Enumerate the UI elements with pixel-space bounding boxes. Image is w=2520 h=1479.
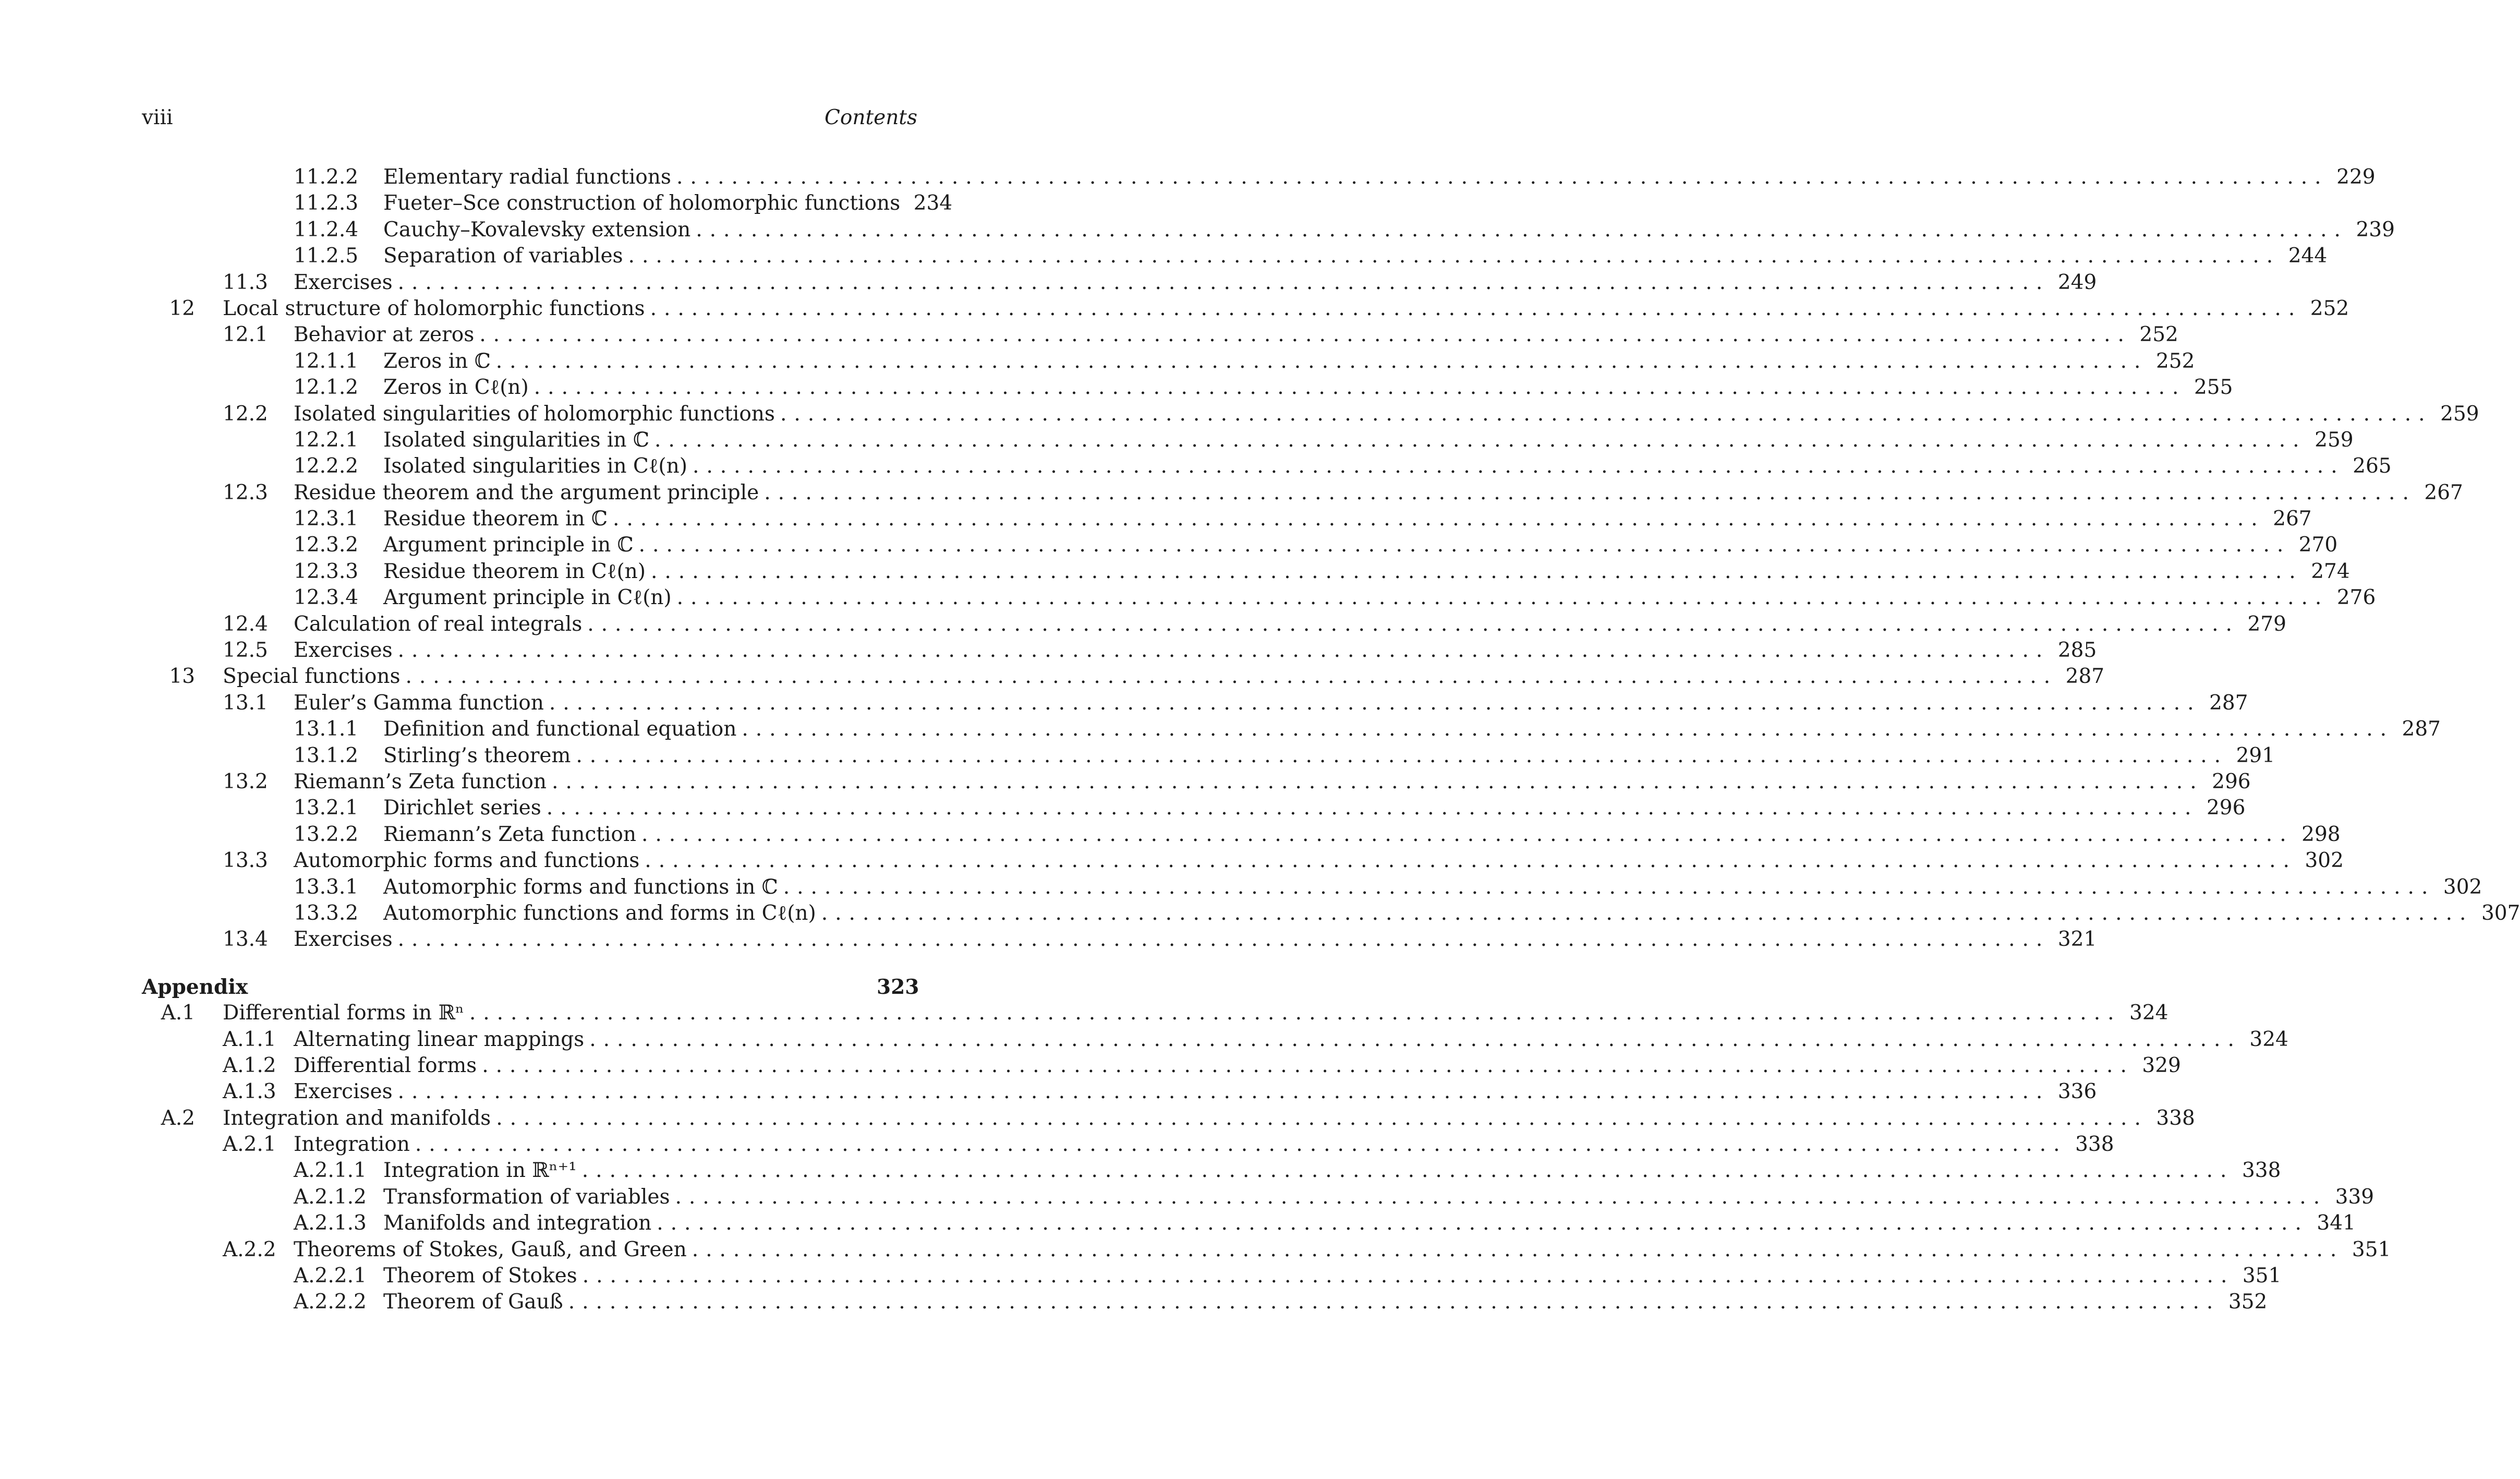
toc-entry-line (383, 217, 2395, 243)
toc-entry-line (383, 348, 2195, 375)
toc-entry-title: Automorphic functions and forms in Cℓ(n) (383, 901, 816, 925)
toc-entry-sec[interactable] (142, 690, 2248, 716)
toc-page-number: 252 (2155, 349, 2195, 373)
toc-page-number: 249 (2057, 270, 2097, 294)
dot-leader: ........................................................................................................................ (551, 769, 2204, 793)
toc-entry-line (383, 1184, 2374, 1210)
toc-entry-title: Residue theorem in Cℓ(n) (383, 559, 646, 583)
toc-entry-line (294, 611, 2286, 638)
toc-entry-line (223, 296, 2349, 322)
toc-page-number: 255 (2194, 376, 2233, 400)
toc-gap (142, 953, 917, 974)
toc-entry-title: Riemann’s Zeta function (383, 822, 636, 846)
toc-entry-title: Exercises (294, 928, 393, 952)
toc-page-number: 307 (2481, 901, 2520, 925)
toc-entry-number: 11.3 (223, 270, 268, 294)
toc-page-number: 229 (2336, 165, 2376, 189)
toc-page-number: 267 (2424, 480, 2463, 504)
dot-leader: ........................................................................................................................ (534, 376, 2186, 400)
toc-entry-line (383, 1158, 2281, 1184)
dot-leader: ........................................................................................................................ (696, 218, 2348, 242)
toc-entry-line (294, 1079, 2097, 1105)
toc-entry-subsec[interactable] (142, 217, 2395, 243)
dot-leader: ........................................................................................................................ (549, 691, 2201, 715)
toc-entry-number: 12.2.1 (294, 428, 359, 452)
toc-entry-subsec[interactable] (142, 348, 2195, 375)
toc-page-number: 341 (2317, 1211, 2356, 1235)
toc-entry-line (383, 795, 2246, 821)
toc-entry-title: Fueter–Sce construction of holomorphic functions (383, 191, 901, 215)
toc-page-number: 338 (2242, 1159, 2281, 1183)
toc-entry-number: 12.3.1 (294, 507, 359, 531)
toc-page-number: 244 (2288, 244, 2328, 268)
toc-entry-number: 12.1.2 (294, 376, 359, 400)
toc-entry-number: 12.5 (223, 639, 268, 663)
toc-entry-title: Alternating linear mappings (294, 1027, 585, 1051)
dot-leader: ........................................................................................................................ (692, 454, 2345, 478)
toc-entry-number: A.1 (161, 1001, 195, 1025)
toc-entry-sec[interactable] (142, 322, 2178, 348)
toc-entry-line (383, 375, 2233, 401)
toc-page-number: 252 (2139, 323, 2178, 347)
toc-entry-subsec[interactable] (142, 1289, 2268, 1315)
dot-leader: ........................................................................................................................ (415, 1133, 2067, 1157)
toc-page-number: 287 (2402, 717, 2441, 741)
toc-page-number: 265 (2353, 454, 2392, 478)
dot-leader: ........................................................................................................................ (651, 559, 2303, 583)
toc-entry-sec[interactable] (142, 769, 2251, 795)
toc-page-number: 287 (2065, 665, 2105, 689)
dot-leader: ........................................................................................................................ (657, 1211, 2309, 1235)
toc-entry-title: Argument principle in Cℓ(n) (383, 586, 672, 610)
toc-page-number: 287 (2209, 691, 2248, 715)
toc-entry-title: Isolated singularities in Cℓ(n) (383, 454, 687, 478)
toc-entry-line (294, 1053, 2181, 1079)
toc-entry-subsec[interactable] (142, 559, 2350, 585)
dot-leader: ........................................................................................................................ (482, 1053, 2134, 1077)
toc-entry-number: A.2.2.1 (294, 1264, 367, 1288)
toc-page-number: 302 (2305, 849, 2344, 873)
toc-entry-line (383, 822, 2341, 848)
toc-entry-number: 13.1.1 (294, 717, 359, 741)
dot-leader: ........................................................................................................................ (582, 1264, 2235, 1288)
toc-entry-number: 13.1 (223, 691, 268, 715)
toc-entry-title: Theorem of Stokes (383, 1264, 577, 1288)
toc-entry-appendix[interactable] (142, 974, 917, 1000)
toc-entry-chap[interactable] (142, 1000, 2168, 1026)
toc-entry-title: Integration (294, 1133, 410, 1157)
toc-entry-line (383, 532, 2338, 558)
toc-entry-number: 13.1.2 (294, 743, 359, 767)
toc-entry-title: Definition and functional equation (383, 717, 737, 741)
dot-leader: ........................................................................................................................ (397, 270, 2050, 294)
dot-leader: ........................................................................................................................ (612, 507, 2265, 531)
toc-entry-chap[interactable] (142, 1105, 2195, 1132)
toc-entry-line (294, 1237, 2391, 1263)
toc-entry-line (383, 874, 2482, 900)
dot-leader: ........................................................................................................................ (742, 717, 2394, 741)
toc-entry-chap[interactable] (142, 296, 2349, 322)
toc-entry-line (294, 1027, 2288, 1053)
toc-entry-line (294, 638, 2097, 664)
toc-entry-number: A.2 (161, 1106, 195, 1130)
toc-entry-number: 13.3.2 (294, 901, 359, 925)
toc-page-number: 323 (877, 975, 919, 999)
toc-entry-line (294, 848, 2344, 874)
dot-leader: ........................................................................................................................ (645, 849, 2297, 873)
toc-entry-sec[interactable] (142, 1079, 2097, 1105)
toc-entry-number: A.1.2 (223, 1053, 276, 1077)
toc-entry-number: 12.1 (223, 323, 268, 347)
toc-entry-number: 11.2.3 (294, 191, 359, 215)
toc-entry-number: 12.2.2 (294, 454, 359, 478)
toc-entry-line (294, 690, 2248, 716)
toc-entry-title: Exercises (294, 270, 393, 294)
toc-page-number: 339 (2335, 1185, 2374, 1209)
dot-leader: ........................................................................................................................ (821, 901, 2474, 925)
toc-entry-title: Residue theorem and the argument principle (294, 480, 759, 504)
toc-entry-subsec[interactable] (142, 795, 2246, 821)
toc-entry-subsec[interactable] (142, 164, 2376, 190)
dot-leader: ........................................................................................................................ (628, 244, 2281, 268)
toc-entry-number: 13.4 (223, 928, 268, 952)
toc-entry-subsec[interactable] (142, 874, 2482, 900)
dot-leader: ........................................................................................................................ (496, 1106, 2148, 1130)
toc-entry-line (383, 1263, 2282, 1289)
toc-entry-line (383, 1289, 2268, 1315)
toc-page-number: 259 (2315, 428, 2354, 452)
dot-leader: ........................................................................................................................ (397, 639, 2050, 663)
toc-entry-sec[interactable] (142, 1027, 2288, 1053)
toc-entry-number: 11.2.2 (294, 165, 359, 189)
toc-entry-line (383, 506, 2312, 532)
running-head (142, 102, 917, 134)
toc-page-number: 276 (2336, 586, 2376, 610)
toc-entry-line (383, 716, 2441, 742)
toc-entry-line (383, 743, 2275, 769)
toc-entry-title: Differential forms in ℝⁿ (223, 1001, 464, 1025)
toc-entry-title: Zeros in ℂ (383, 349, 491, 373)
toc-entry-line (383, 243, 2328, 269)
toc-entry-line (383, 900, 2520, 927)
toc-entry-subsec[interactable] (142, 900, 2520, 927)
toc-page-number: 267 (2273, 507, 2312, 531)
toc-entry-number: 12.3.4 (294, 586, 359, 610)
toc-page-number: 252 (2310, 296, 2349, 320)
toc-entry-number: 12 (169, 296, 195, 320)
toc-entry-title: Theorems of Stokes, Gauß, and Green (294, 1237, 687, 1261)
dot-leader: ........................................................................................................................ (495, 349, 2148, 373)
toc-entry-subsec[interactable] (142, 1210, 2356, 1236)
toc-page-number: 291 (2236, 743, 2275, 767)
toc-entry-title: Cauchy–Kovalevsky extension (383, 218, 691, 242)
toc-page-number: 298 (2301, 822, 2341, 846)
toc-entry-line (294, 769, 2251, 795)
dot-leader: ........................................................................................................................ (568, 1290, 2221, 1314)
dot-leader: ........................................................................................................................ (397, 1080, 2050, 1104)
toc-page-number: 239 (2356, 218, 2395, 242)
toc-entry-subsec[interactable] (142, 243, 2328, 269)
toc-entry-chap[interactable] (142, 664, 2105, 690)
toc-page-number: 234 (913, 191, 953, 215)
toc-entry-sec[interactable] (142, 638, 2097, 664)
dot-leader: ........................................................................................................................ (405, 665, 2058, 689)
toc-entry-line (294, 322, 2178, 348)
dot-leader: ........................................................................................................................ (581, 1159, 2234, 1183)
toc-entry-title: Isolated singularities of holomorphic functions (294, 402, 775, 426)
toc-entry-title: Calculation of real integrals (294, 612, 583, 636)
toc-entry-title: Zeros in Cℓ(n) (383, 376, 529, 400)
toc-entry-number: 12.3.2 (294, 533, 359, 557)
toc-entry-subsec[interactable] (142, 1158, 2281, 1184)
toc-entry-subsec[interactable] (142, 532, 2338, 558)
toc-entry-line (383, 585, 2376, 611)
toc-entry-title: Stirling’s theorem (383, 743, 571, 767)
toc-page-number: 338 (2156, 1106, 2195, 1130)
toc-entry-sec[interactable] (142, 611, 2286, 638)
toc-entry-title: Argument principle in ℂ (383, 533, 634, 557)
toc-entry-line (223, 1105, 2195, 1132)
toc-entry-number: 12.3 (223, 480, 268, 504)
table-of-contents (142, 164, 2520, 1316)
toc-entry-subsec[interactable] (142, 427, 2354, 453)
toc-entry-line (223, 664, 2105, 690)
dot-leader: ........................................................................................................................ (676, 586, 2329, 610)
toc-entry-title: Isolated singularities in ℂ (383, 428, 649, 452)
toc-entry-sec[interactable] (142, 401, 2479, 427)
toc-entry-title: Automorphic forms and functions (294, 849, 640, 873)
dot-leader: ........................................................................................................................ (654, 428, 2307, 452)
toc-entry-line (294, 480, 2463, 506)
toc-entry-sec[interactable] (142, 848, 2344, 874)
toc-entry-sec[interactable] (142, 1237, 2391, 1263)
toc-entry-number: A.1.3 (223, 1080, 276, 1104)
toc-entry-number: A.2.1.3 (294, 1211, 367, 1235)
toc-entry-line (294, 270, 2097, 296)
toc-entry-title: Manifolds and integration (383, 1211, 652, 1235)
toc-entry-line (383, 453, 2392, 479)
dot-leader: ........................................................................................................................ (692, 1237, 2344, 1261)
toc-page-number: 324 (2249, 1027, 2288, 1051)
toc-entry-number: A.1.1 (223, 1027, 276, 1051)
toc-entry-title: Separation of variables (383, 244, 623, 268)
toc-page-number: 338 (2075, 1133, 2114, 1157)
toc-entry-title: Theorem of Gauß (383, 1290, 563, 1314)
toc-entry-title: Residue theorem in ℂ (383, 507, 608, 531)
toc-entry-number: 12.2 (223, 402, 268, 426)
dot-leader: ........................................................................................................................ (479, 323, 2131, 347)
toc-entry-line (294, 927, 2097, 953)
toc-entry-number: 11.2.4 (294, 218, 359, 242)
toc-entry-number: Appendix (142, 975, 248, 999)
dot-leader: ........................................................................................................................ (641, 822, 2294, 846)
toc-entry-title: Differential forms (294, 1053, 477, 1077)
toc-entry-title: Exercises (294, 1080, 393, 1104)
toc-entry-line (142, 974, 917, 1000)
toc-entry-title: Behavior at zeros (294, 323, 475, 347)
page-number: viii (142, 106, 173, 129)
dot-leader: ........................................................................................................................ (650, 296, 2303, 320)
toc-page-number: 270 (2298, 533, 2338, 557)
toc-entry-subsec[interactable] (142, 716, 2441, 742)
toc-page-number: 296 (2206, 796, 2246, 820)
dot-leader: ........................................................................................................................ (764, 480, 2416, 504)
toc-entry-subsec[interactable] (142, 822, 2341, 848)
toc-entry-title: Integration and manifolds (223, 1106, 491, 1130)
toc-entry-title: Automorphic forms and functions in ℂ (383, 875, 778, 899)
toc-entry-subsec[interactable] (142, 743, 2275, 769)
toc-page-number: 351 (2242, 1264, 2282, 1288)
toc-entry-title: Riemann’s Zeta function (294, 769, 547, 793)
toc-page-number: 329 (2142, 1053, 2181, 1077)
toc-entry-sec[interactable] (142, 1053, 2181, 1079)
toc-entry-line (383, 427, 2354, 453)
toc-entry-number: A.2.1.2 (294, 1185, 367, 1209)
dot-leader: ........................................................................................................................ (469, 1001, 2122, 1025)
toc-entry-line (383, 1210, 2356, 1236)
toc-page-number: 321 (2057, 928, 2097, 952)
toc-entry-number: 13.2.1 (294, 796, 359, 820)
toc-entry-line (223, 1000, 2168, 1026)
toc-entry-number: 13.2 (223, 769, 268, 793)
toc-entry-number: 13.2.2 (294, 822, 359, 846)
dot-leader: ........................................................................................................................ (587, 612, 2239, 636)
toc-entry-title: Dirichlet series (383, 796, 541, 820)
toc-page-number: 351 (2352, 1237, 2391, 1261)
toc-entry-number: A.2.1 (223, 1133, 276, 1157)
dot-leader: ........................................................................................................................ (576, 743, 2228, 767)
toc-entry-line (294, 1132, 2114, 1158)
toc-page-number: 336 (2057, 1080, 2097, 1104)
toc-entry-sec[interactable] (142, 1132, 2114, 1158)
toc-entry-line (383, 164, 2376, 190)
toc-page-number: 296 (2212, 769, 2251, 793)
toc-entry-title: Exercises (294, 639, 393, 663)
toc-page-number: 285 (2057, 639, 2097, 663)
toc-entry-sec[interactable] (142, 270, 2097, 296)
toc-entry-title: Special functions (223, 665, 401, 689)
toc-entry-subsec[interactable] (142, 585, 2376, 611)
toc-page-number: 274 (2311, 559, 2350, 583)
toc-entry-title: Elementary radial functions (383, 165, 671, 189)
toc-entry-subsec[interactable] (142, 375, 2233, 401)
dot-leader: ........................................................................................................................ (397, 928, 2050, 952)
dot-leader: ........................................................................................................................ (638, 533, 2291, 557)
toc-page-number: 279 (2247, 612, 2286, 636)
toc-page-number: 324 (2129, 1001, 2168, 1025)
toc-entry-line (294, 401, 2479, 427)
running-title: Contents (825, 106, 917, 129)
toc-page-number: 302 (2443, 875, 2482, 899)
toc-page-number: 352 (2228, 1290, 2268, 1314)
toc-entry-subsec[interactable] (142, 453, 2392, 479)
toc-entry-title: Transformation of variables (383, 1185, 670, 1209)
toc-entry-number: 12.4 (223, 612, 268, 636)
toc-entry-sec[interactable] (142, 927, 2097, 953)
dot-leader: ........................................................................................................................ (589, 1027, 2242, 1051)
toc-entry-subsec[interactable] (142, 506, 2312, 532)
toc-entry-line (383, 559, 2350, 585)
toc-entry-title: Local structure of holomorphic functions (223, 296, 645, 320)
toc-entry-subsec[interactable] (142, 190, 953, 217)
dot-leader: ........................................................................................................................ (676, 165, 2329, 189)
toc-entry-number: 13.3 (223, 849, 268, 873)
dot-leader: ........................................................................................................................ (783, 875, 2436, 899)
toc-entry-number: 12.1.1 (294, 349, 359, 373)
toc-entry-number: A.2.2.2 (294, 1290, 367, 1314)
toc-entry-number: A.2.2 (223, 1237, 276, 1261)
toc-entry-line (383, 190, 953, 217)
toc-entry-title: Integration in ℝⁿ⁺¹ (383, 1159, 577, 1183)
toc-entry-number: 11.2.5 (294, 244, 359, 268)
toc-entry-number: 13.3.1 (294, 875, 359, 899)
toc-entry-sec[interactable] (142, 480, 2463, 506)
toc-entry-number: 12.3.3 (294, 559, 359, 583)
toc-entry-number: 13 (169, 665, 195, 689)
toc-entry-subsec[interactable] (142, 1184, 2374, 1210)
toc-entry-number: A.2.1.1 (294, 1159, 367, 1183)
dot-leader: ........................................................................................................................ (675, 1185, 2328, 1209)
toc-page-number: 259 (2440, 402, 2479, 426)
toc-entry-subsec[interactable] (142, 1263, 2282, 1289)
toc-entry-title: Euler’s Gamma function (294, 691, 544, 715)
dot-leader: ........................................................................................................................ (780, 402, 2432, 426)
dot-leader: ........................................................................................................................ (546, 796, 2199, 820)
